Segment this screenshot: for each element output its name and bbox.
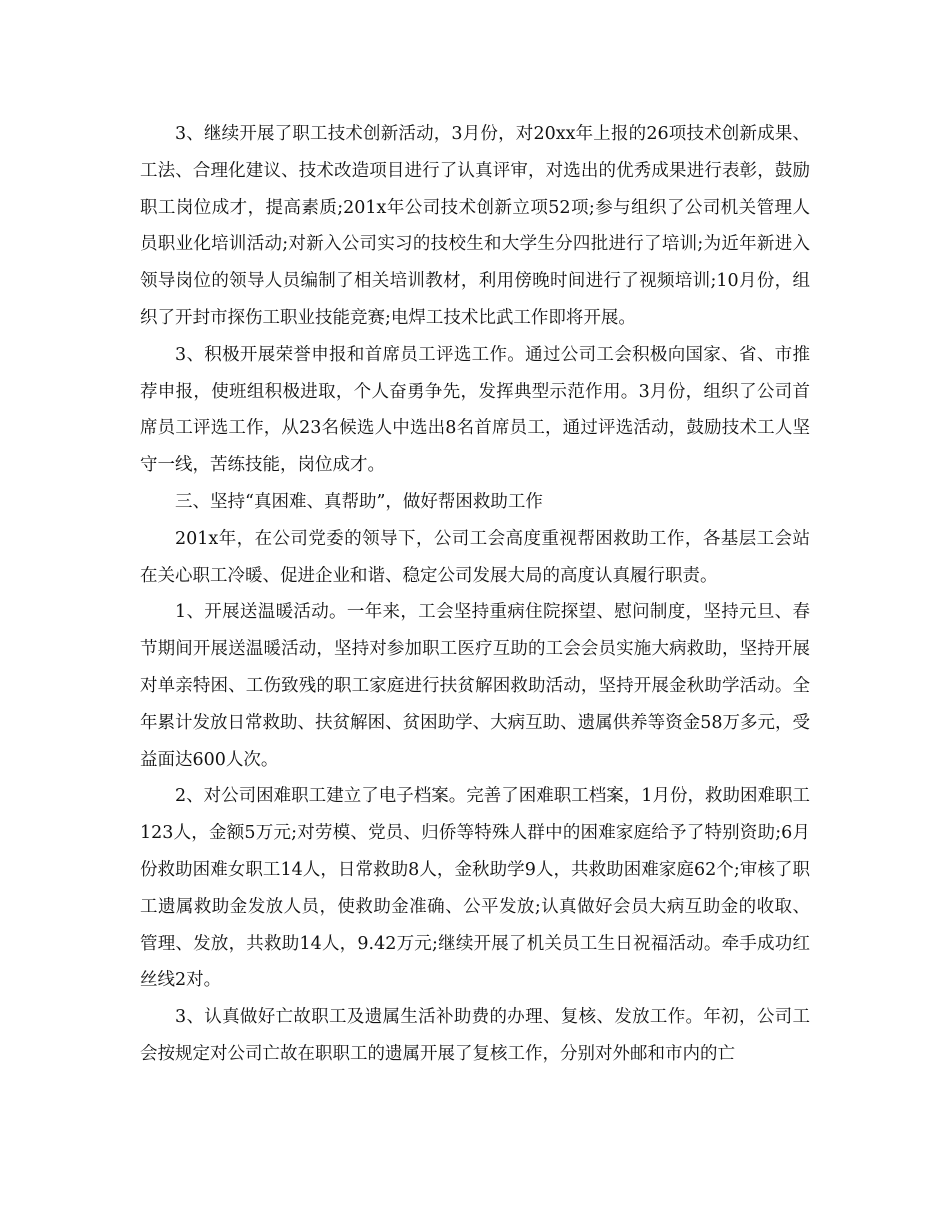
document-body	[140, 116, 810, 1073]
paragraph-warmth-activity: 1、开展送温暖活动。一年来，工会坚持重病住院探望、慰问制度，坚持元旦、春节期间开展送温暖活动，坚持对参加职工医疗互助的工会会员实施大病救助，坚持开展对单亲特困、工伤致残的职工家庭进行扶贫解困救助活动，坚持开展金秋助学活动。全年累计发放日常救助、扶贫解困、贫困助学、大病互助、遗属供养等资金58万多元，受益面达600人次。	[140, 602, 810, 770]
paragraph-deceased-subsidy: 3、认真做好亡故职工及遗属生活补助费的办理、复核、发放工作。年初，公司工会按规定对公司亡故在职职工的遗属开展了复核工作，分别对外邮和市内的亡	[140, 1007, 810, 1064]
paragraph-honor-application: 3、积极开展荣誉申报和首席员工评选工作。通过公司工会积极向国家、省、市推荐申报，使班组积极进取，个人奋勇争先，发挥典型示范作用。3月份，组织了公司首席员工评选工作，从23名候选人中选出8名首席员工，通过评选活动，鼓励技术工人坚守一线，苦练技能，岗位成才。	[140, 344, 810, 476]
paragraph-electronic-archive: 2、对公司困难职工建立了电子档案。完善了困难职工档案，1月份，救助困难职工123人，金额5万元;对劳模、党员、归侨等特殊人群中的困难家庭给予了特别资助;6月份救助困难女职工14人，日常救助8人，金秋助学9人，共救助困难家庭62个;审核了职工遗属救助金发放人员，使救助金准确、公平发放;认真做好会员大病互助金的收取、管理、发放，共救助14人，9.42万元;继续开展了机关员工生日祝福活动。牵手成功红丝线2对。	[140, 786, 810, 991]
section-heading-assistance: 三、坚持“真困难、真帮助”，做好帮困救助工作	[175, 491, 543, 512]
paragraph-assistance-intro: 201x年，在公司党委的领导下，公司工会高度重视帮困救助工作，各基层工会站在关心职工冷暖、促进企业和谐、稳定公司发展大局的高度认真履行职责。	[140, 528, 810, 586]
paragraph-tech-innovation: 3、继续开展了职工技术创新活动，3月份，对20xx年上报的26项技术创新成果、工法、合理化建议、技术改造项目进行了认真评审，对选出的优秀成果进行表彰，鼓励职工岗位成才，提高素质;201x年公司技术创新立项52项;参与组织了公司机关管理人员职业化培训活动;对新入公司实习的技校生和大学生分四批进行了培训;为近年新进入领导岗位的领导人员编制了相关培训教材，利用傍晚时间进行了视频培训;10月份，组织了开封市探伤工职业技能竞赛;电焊工技术比武工作即将开展。	[140, 124, 810, 328]
